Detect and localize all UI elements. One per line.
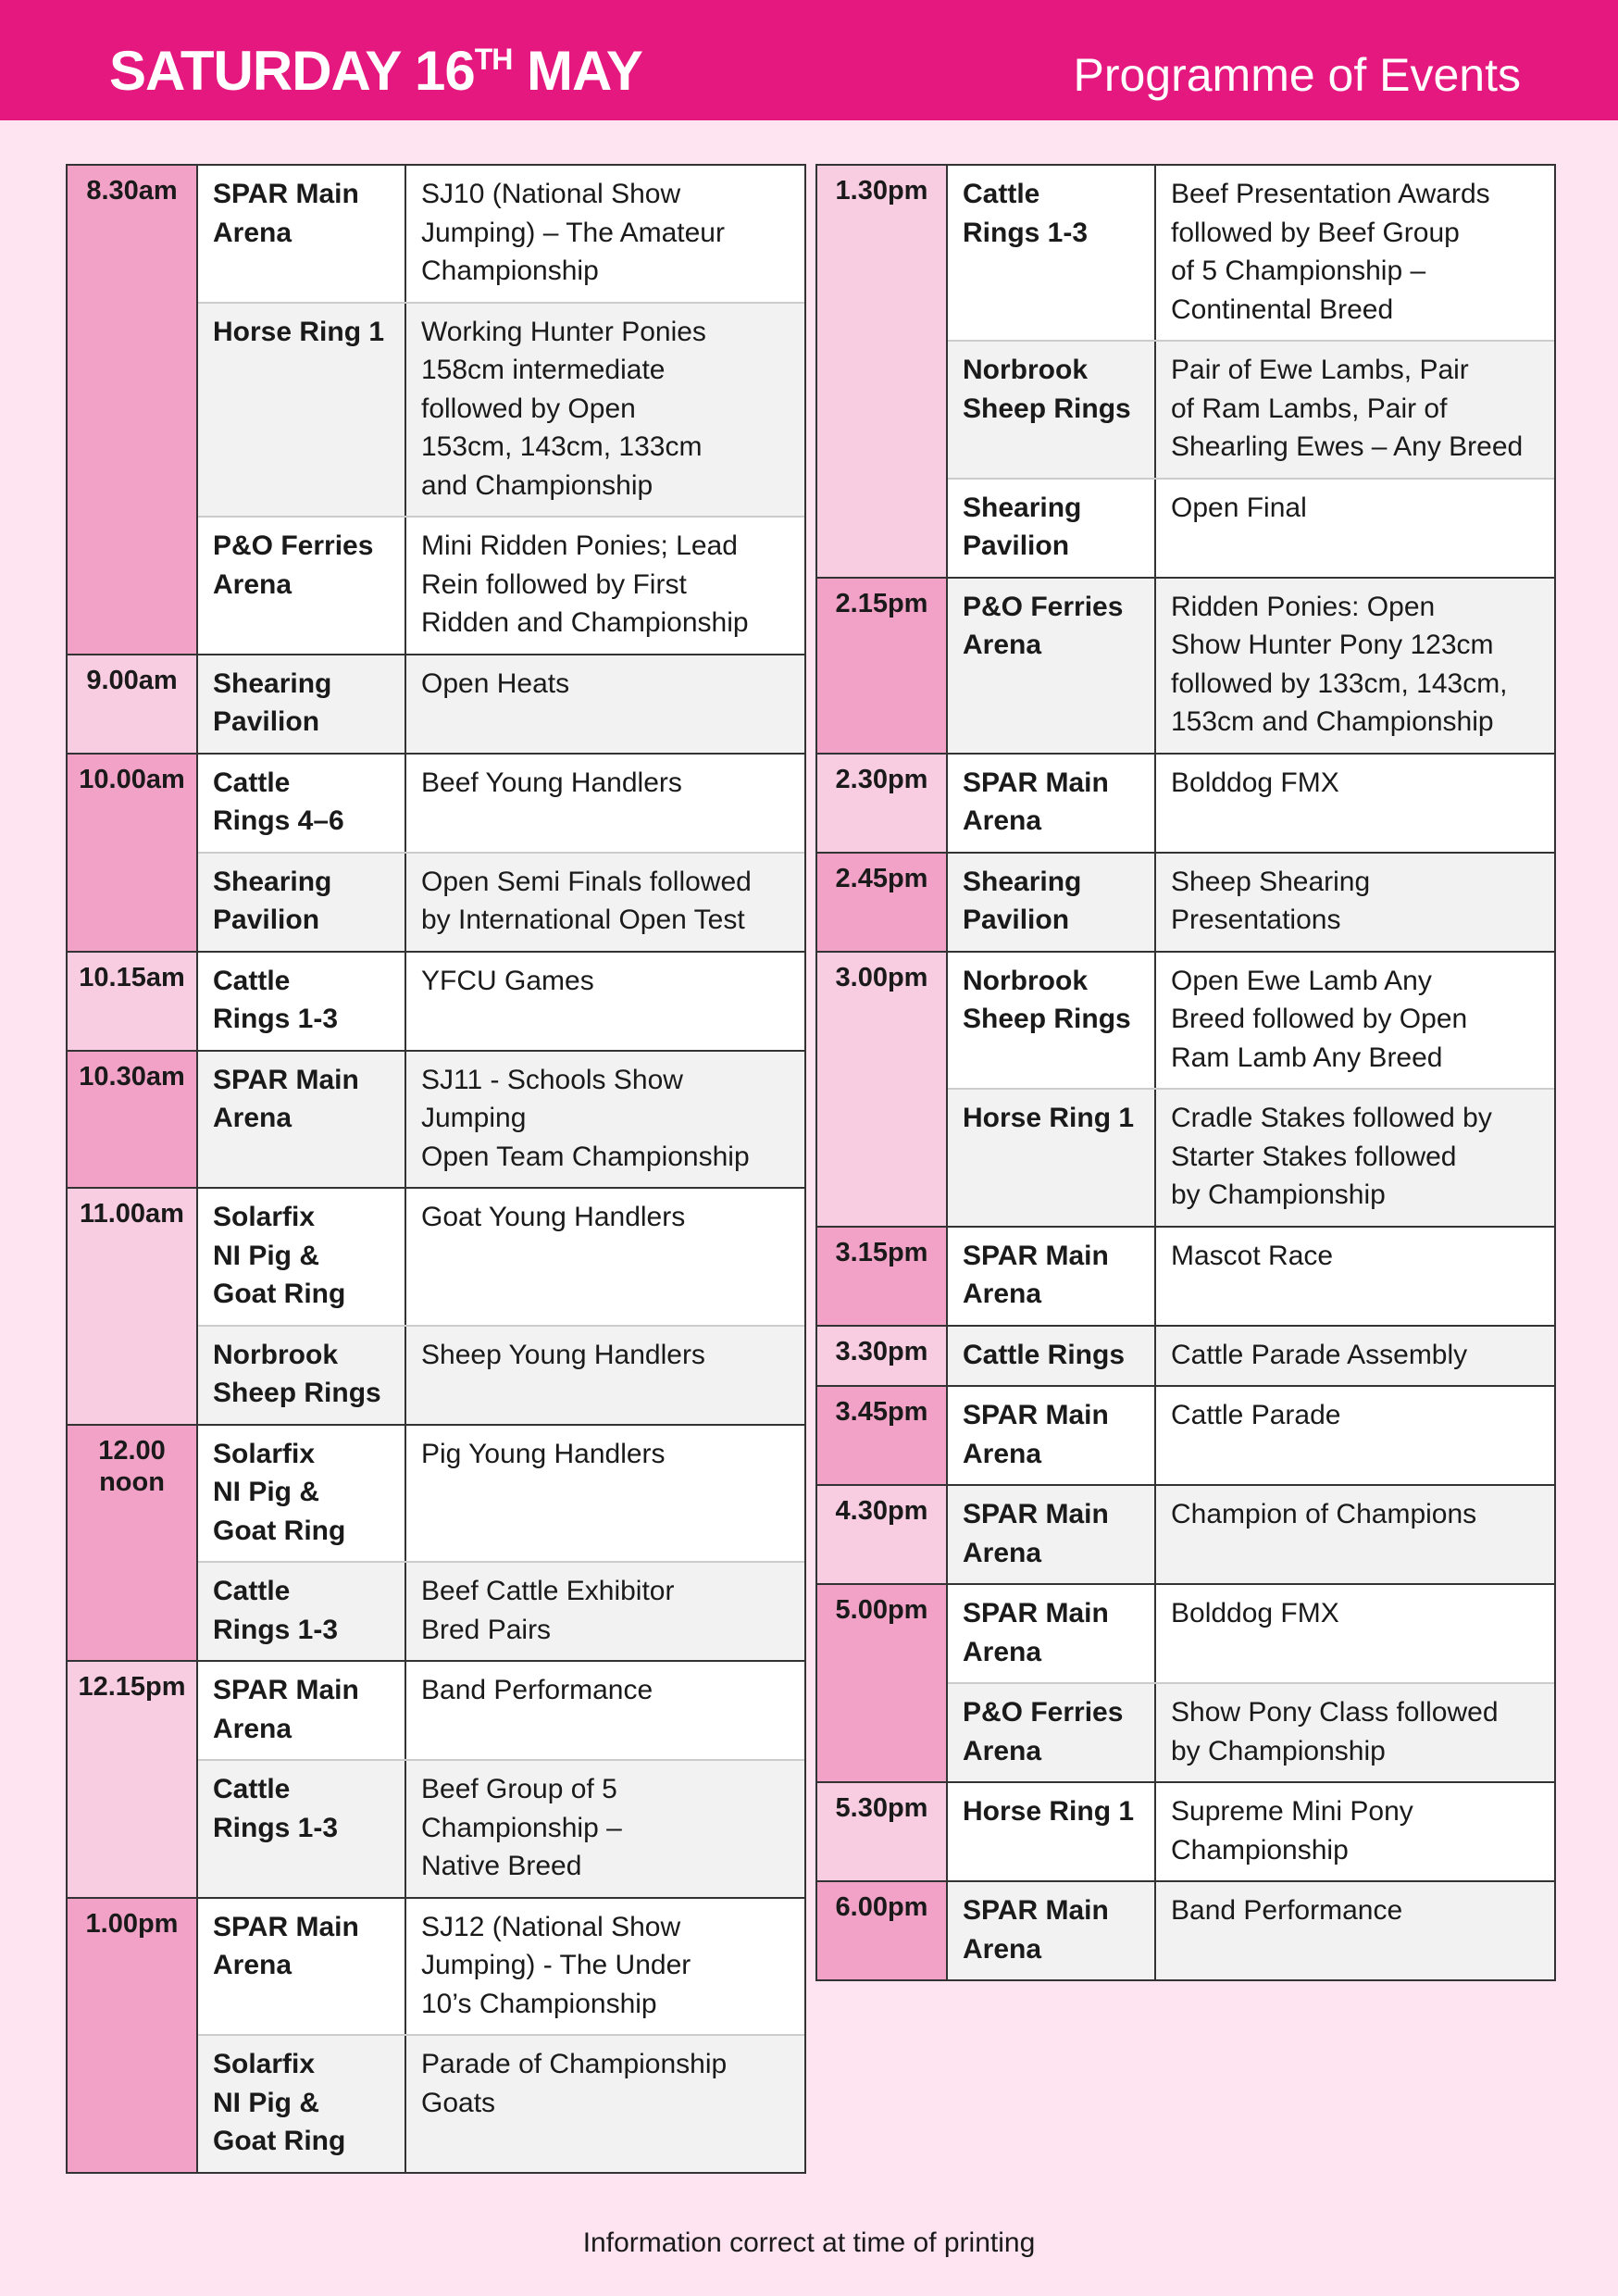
event-cell: Beef Cattle Exhibitor Bred Pairs bbox=[421, 1576, 675, 1645]
event-cell: Goat Young Handlers bbox=[421, 1202, 686, 1232]
time-slot-rows bbox=[948, 1228, 1554, 1325]
time-slot-rows bbox=[198, 166, 804, 654]
event-cell: Supreme Mini Pony Championship bbox=[1171, 1796, 1413, 1866]
table-row bbox=[198, 1662, 804, 1759]
table-row bbox=[948, 1228, 1554, 1325]
time-slot bbox=[68, 654, 804, 753]
time-label: 10.00am bbox=[68, 755, 198, 951]
time-slot-rows bbox=[198, 1189, 804, 1424]
event-cell: Beef Young Handlers bbox=[421, 767, 682, 798]
table-row bbox=[948, 1088, 1554, 1226]
table-row bbox=[948, 1783, 1554, 1880]
time-label: 9.00am bbox=[68, 655, 198, 753]
table-row bbox=[948, 1486, 1554, 1583]
time-slot bbox=[68, 1424, 804, 1661]
time-label: 12.15pm bbox=[68, 1662, 198, 1897]
time-slot bbox=[817, 1325, 1554, 1386]
table-row bbox=[948, 1387, 1554, 1484]
table-row bbox=[948, 478, 1554, 577]
table-row bbox=[198, 1561, 804, 1660]
table-row bbox=[198, 302, 804, 517]
event-cell: SJ11 - Schools Show Jumping Open Team Championship bbox=[421, 1064, 750, 1172]
venue-cell: SPAR Main Arena bbox=[198, 1052, 406, 1188]
venue-cell: Norbrook Sheep Rings bbox=[948, 953, 1156, 1089]
title-ordinal: TH bbox=[474, 43, 513, 76]
event-cell: Sheep Shearing Presentations bbox=[1171, 866, 1371, 935]
time-slot bbox=[817, 1226, 1554, 1325]
event-cell: Cattle Parade bbox=[1171, 1400, 1341, 1430]
table-row bbox=[198, 1325, 804, 1424]
venue-cell: Norbrook Sheep Rings bbox=[948, 342, 1156, 478]
venue-cell: SPAR Main Arena bbox=[948, 1585, 1156, 1682]
table-row bbox=[198, 2034, 804, 2172]
time-label: 2.15pm bbox=[817, 579, 948, 753]
page-subtitle: Programme of Events bbox=[1073, 49, 1521, 101]
event-cell: Cattle Parade Assembly bbox=[1171, 1339, 1468, 1370]
event-cell: Band Performance bbox=[421, 1675, 653, 1705]
venue-cell: Cattle Rings 4–6 bbox=[198, 755, 406, 852]
time-slot-rows bbox=[198, 1662, 804, 1897]
title-month: MAY bbox=[512, 40, 642, 102]
time-slot bbox=[817, 852, 1554, 951]
event-cell: Open Ewe Lamb Any Breed followed by Open Ram Lamb Any Breed bbox=[1171, 965, 1468, 1073]
time-slot bbox=[817, 951, 1554, 1226]
time-slot-rows bbox=[948, 1387, 1554, 1484]
time-slot-rows bbox=[948, 1882, 1554, 1979]
time-slot bbox=[817, 1781, 1554, 1880]
time-slot bbox=[68, 1050, 804, 1188]
event-cell: Bolddog FMX bbox=[1171, 767, 1339, 798]
event-cell: Band Performance bbox=[1171, 1895, 1403, 1926]
schedule-table-right bbox=[815, 164, 1556, 1981]
time-slot-rows bbox=[198, 1426, 804, 1661]
time-label: 1.00pm bbox=[68, 1899, 198, 2172]
venue-cell: P&O Ferries Arena bbox=[948, 579, 1156, 753]
time-slot-rows bbox=[198, 1899, 804, 2172]
footer-note: Information correct at time of printing bbox=[582, 2227, 1036, 2258]
time-slot-rows bbox=[948, 579, 1554, 753]
venue-cell: Shearing Pavilion bbox=[198, 655, 406, 753]
table-row bbox=[198, 516, 804, 654]
time-slot-rows bbox=[198, 953, 804, 1050]
table-row bbox=[948, 1327, 1554, 1386]
event-cell: SJ12 (National Show Jumping) - The Under 10’s Championship bbox=[421, 1911, 691, 2019]
time-slot bbox=[817, 1484, 1554, 1583]
table-row bbox=[948, 579, 1554, 753]
time-label: 12.00 noon bbox=[68, 1426, 198, 1661]
table-row bbox=[198, 755, 804, 852]
table-row bbox=[198, 1052, 804, 1188]
title-date: SATURDAY 16 bbox=[109, 40, 475, 102]
venue-cell: Solarfix NI Pig & Goat Ring bbox=[198, 1426, 406, 1562]
event-cell: Beef Presentation Awards followed by Beef Group of 5 Championship – Continental Breed bbox=[1171, 179, 1490, 325]
venue-cell: Cattle Rings 1-3 bbox=[198, 953, 406, 1050]
event-cell: Bolddog FMX bbox=[1171, 1598, 1339, 1628]
time-label: 4.30pm bbox=[817, 1486, 948, 1583]
page-title bbox=[109, 39, 642, 103]
time-slot-rows bbox=[948, 953, 1554, 1226]
time-label: 3.30pm bbox=[817, 1327, 948, 1386]
time-label: 3.00pm bbox=[817, 953, 948, 1226]
event-cell: Open Heats bbox=[421, 668, 570, 699]
schedule-table-left bbox=[66, 164, 806, 2174]
event-cell: Working Hunter Ponies 158cm intermediate followed by Open 153cm, 143cm, 133cm and Championship bbox=[421, 316, 706, 501]
venue-cell: P&O Ferries Arena bbox=[198, 518, 406, 654]
time-slot-rows bbox=[948, 166, 1554, 577]
page-header bbox=[0, 0, 1618, 120]
event-cell: Show Pony Class followed by Championship bbox=[1171, 1697, 1499, 1766]
venue-cell: SPAR Main Arena bbox=[948, 755, 1156, 852]
table-row bbox=[948, 755, 1554, 852]
time-slot-rows bbox=[198, 755, 804, 951]
time-slot bbox=[68, 1187, 804, 1424]
time-slot-rows bbox=[198, 1052, 804, 1188]
venue-cell: Shearing Pavilion bbox=[948, 480, 1156, 577]
venue-cell: Horse Ring 1 bbox=[948, 1090, 1156, 1226]
venue-cell: Cattle Rings 1-3 bbox=[198, 1761, 406, 1897]
time-slot bbox=[817, 1385, 1554, 1484]
time-slot-rows bbox=[948, 1486, 1554, 1583]
venue-cell: SPAR Main Arena bbox=[948, 1228, 1156, 1325]
venue-cell: Horse Ring 1 bbox=[948, 1783, 1156, 1880]
event-cell: Pair of Ewe Lambs, Pair of Ram Lambs, Pair of Shearling Ewes – Any Breed bbox=[1171, 355, 1524, 462]
time-slot bbox=[68, 951, 804, 1050]
table-row bbox=[948, 854, 1554, 951]
event-cell: YFCU Games bbox=[421, 965, 594, 996]
time-slot bbox=[817, 166, 1554, 577]
event-cell: Ridden Ponies: Open Show Hunter Pony 123cm followed by 133cm, 143cm, 153cm and Championship bbox=[1171, 591, 1508, 737]
time-label: 11.00am bbox=[68, 1189, 198, 1424]
venue-cell: Norbrook Sheep Rings bbox=[198, 1327, 406, 1424]
event-cell: Open Final bbox=[1171, 492, 1307, 523]
event-cell: Mascot Race bbox=[1171, 1240, 1334, 1271]
event-cell: Cradle Stakes followed by Starter Stakes followed by Championship bbox=[1171, 1103, 1492, 1210]
time-slot bbox=[68, 753, 804, 951]
time-label: 1.30pm bbox=[817, 166, 948, 577]
table-row bbox=[198, 655, 804, 753]
table-row bbox=[948, 1882, 1554, 1979]
event-cell: Pig Young Handlers bbox=[421, 1438, 666, 1469]
time-slot-rows bbox=[948, 1327, 1554, 1386]
venue-cell: Horse Ring 1 bbox=[198, 304, 406, 517]
time-label: 3.45pm bbox=[817, 1387, 948, 1484]
venue-cell: P&O Ferries Arena bbox=[948, 1684, 1156, 1781]
venue-cell: Cattle Rings bbox=[948, 1327, 1156, 1386]
venue-cell: Shearing Pavilion bbox=[948, 854, 1156, 951]
event-cell: Open Semi Finals followed by International Open Test bbox=[421, 866, 752, 935]
table-row bbox=[198, 852, 804, 951]
event-cell: Beef Group of 5 Championship – Native Breed bbox=[421, 1774, 622, 1881]
time-slot-rows bbox=[948, 1585, 1554, 1781]
venue-cell: SPAR Main Arena bbox=[948, 1387, 1156, 1484]
venue-cell: Solarfix NI Pig & Goat Ring bbox=[198, 2036, 406, 2172]
time-label: 2.45pm bbox=[817, 854, 948, 951]
time-slot bbox=[68, 1897, 804, 2172]
time-slot bbox=[817, 1583, 1554, 1781]
table-row bbox=[198, 1759, 804, 1897]
table-row bbox=[948, 166, 1554, 340]
time-label: 3.15pm bbox=[817, 1228, 948, 1325]
table-row bbox=[198, 1899, 804, 2035]
table-row bbox=[198, 1189, 804, 1325]
event-cell: Parade of Championship Goats bbox=[421, 2049, 728, 2118]
time-slot bbox=[817, 1880, 1554, 1979]
venue-cell: Cattle Rings 1-3 bbox=[198, 1563, 406, 1660]
time-label: 10.15am bbox=[68, 953, 198, 1050]
time-slot bbox=[68, 1660, 804, 1897]
table-row bbox=[948, 1682, 1554, 1781]
table-row bbox=[198, 953, 804, 1050]
venue-cell: SPAR Main Arena bbox=[198, 1899, 406, 2035]
time-slot-rows bbox=[948, 1783, 1554, 1880]
table-row bbox=[948, 953, 1554, 1089]
time-slot-rows bbox=[948, 755, 1554, 852]
time-label: 2.30pm bbox=[817, 755, 948, 852]
time-slot bbox=[817, 577, 1554, 753]
time-label: 5.30pm bbox=[817, 1783, 948, 1880]
event-cell: SJ10 (National Show Jumping) – The Amateur Championship bbox=[421, 179, 725, 286]
table-row bbox=[198, 166, 804, 302]
event-cell: Mini Ridden Ponies; Lead Rein followed by First Ridden and Championship bbox=[421, 530, 749, 638]
venue-cell: Cattle Rings 1-3 bbox=[948, 166, 1156, 340]
venue-cell: SPAR Main Arena bbox=[198, 1662, 406, 1759]
time-label: 6.00pm bbox=[817, 1882, 948, 1979]
table-row bbox=[198, 1426, 804, 1562]
event-cell: Champion of Champions bbox=[1171, 1499, 1477, 1529]
time-label: 5.00pm bbox=[817, 1585, 948, 1781]
venue-cell: SPAR Main Arena bbox=[948, 1882, 1156, 1979]
venue-cell: SPAR Main Arena bbox=[948, 1486, 1156, 1583]
event-cell: Sheep Young Handlers bbox=[421, 1339, 705, 1370]
time-slot-rows bbox=[198, 655, 804, 753]
table-row bbox=[948, 340, 1554, 478]
venue-cell: Shearing Pavilion bbox=[198, 854, 406, 951]
time-slot-rows bbox=[948, 854, 1554, 951]
venue-cell: Solarfix NI Pig & Goat Ring bbox=[198, 1189, 406, 1325]
time-label: 8.30am bbox=[68, 166, 198, 654]
table-row bbox=[948, 1585, 1554, 1682]
venue-cell: SPAR Main Arena bbox=[198, 166, 406, 302]
time-label: 10.30am bbox=[68, 1052, 198, 1188]
time-slot bbox=[68, 166, 804, 654]
time-slot bbox=[817, 753, 1554, 852]
